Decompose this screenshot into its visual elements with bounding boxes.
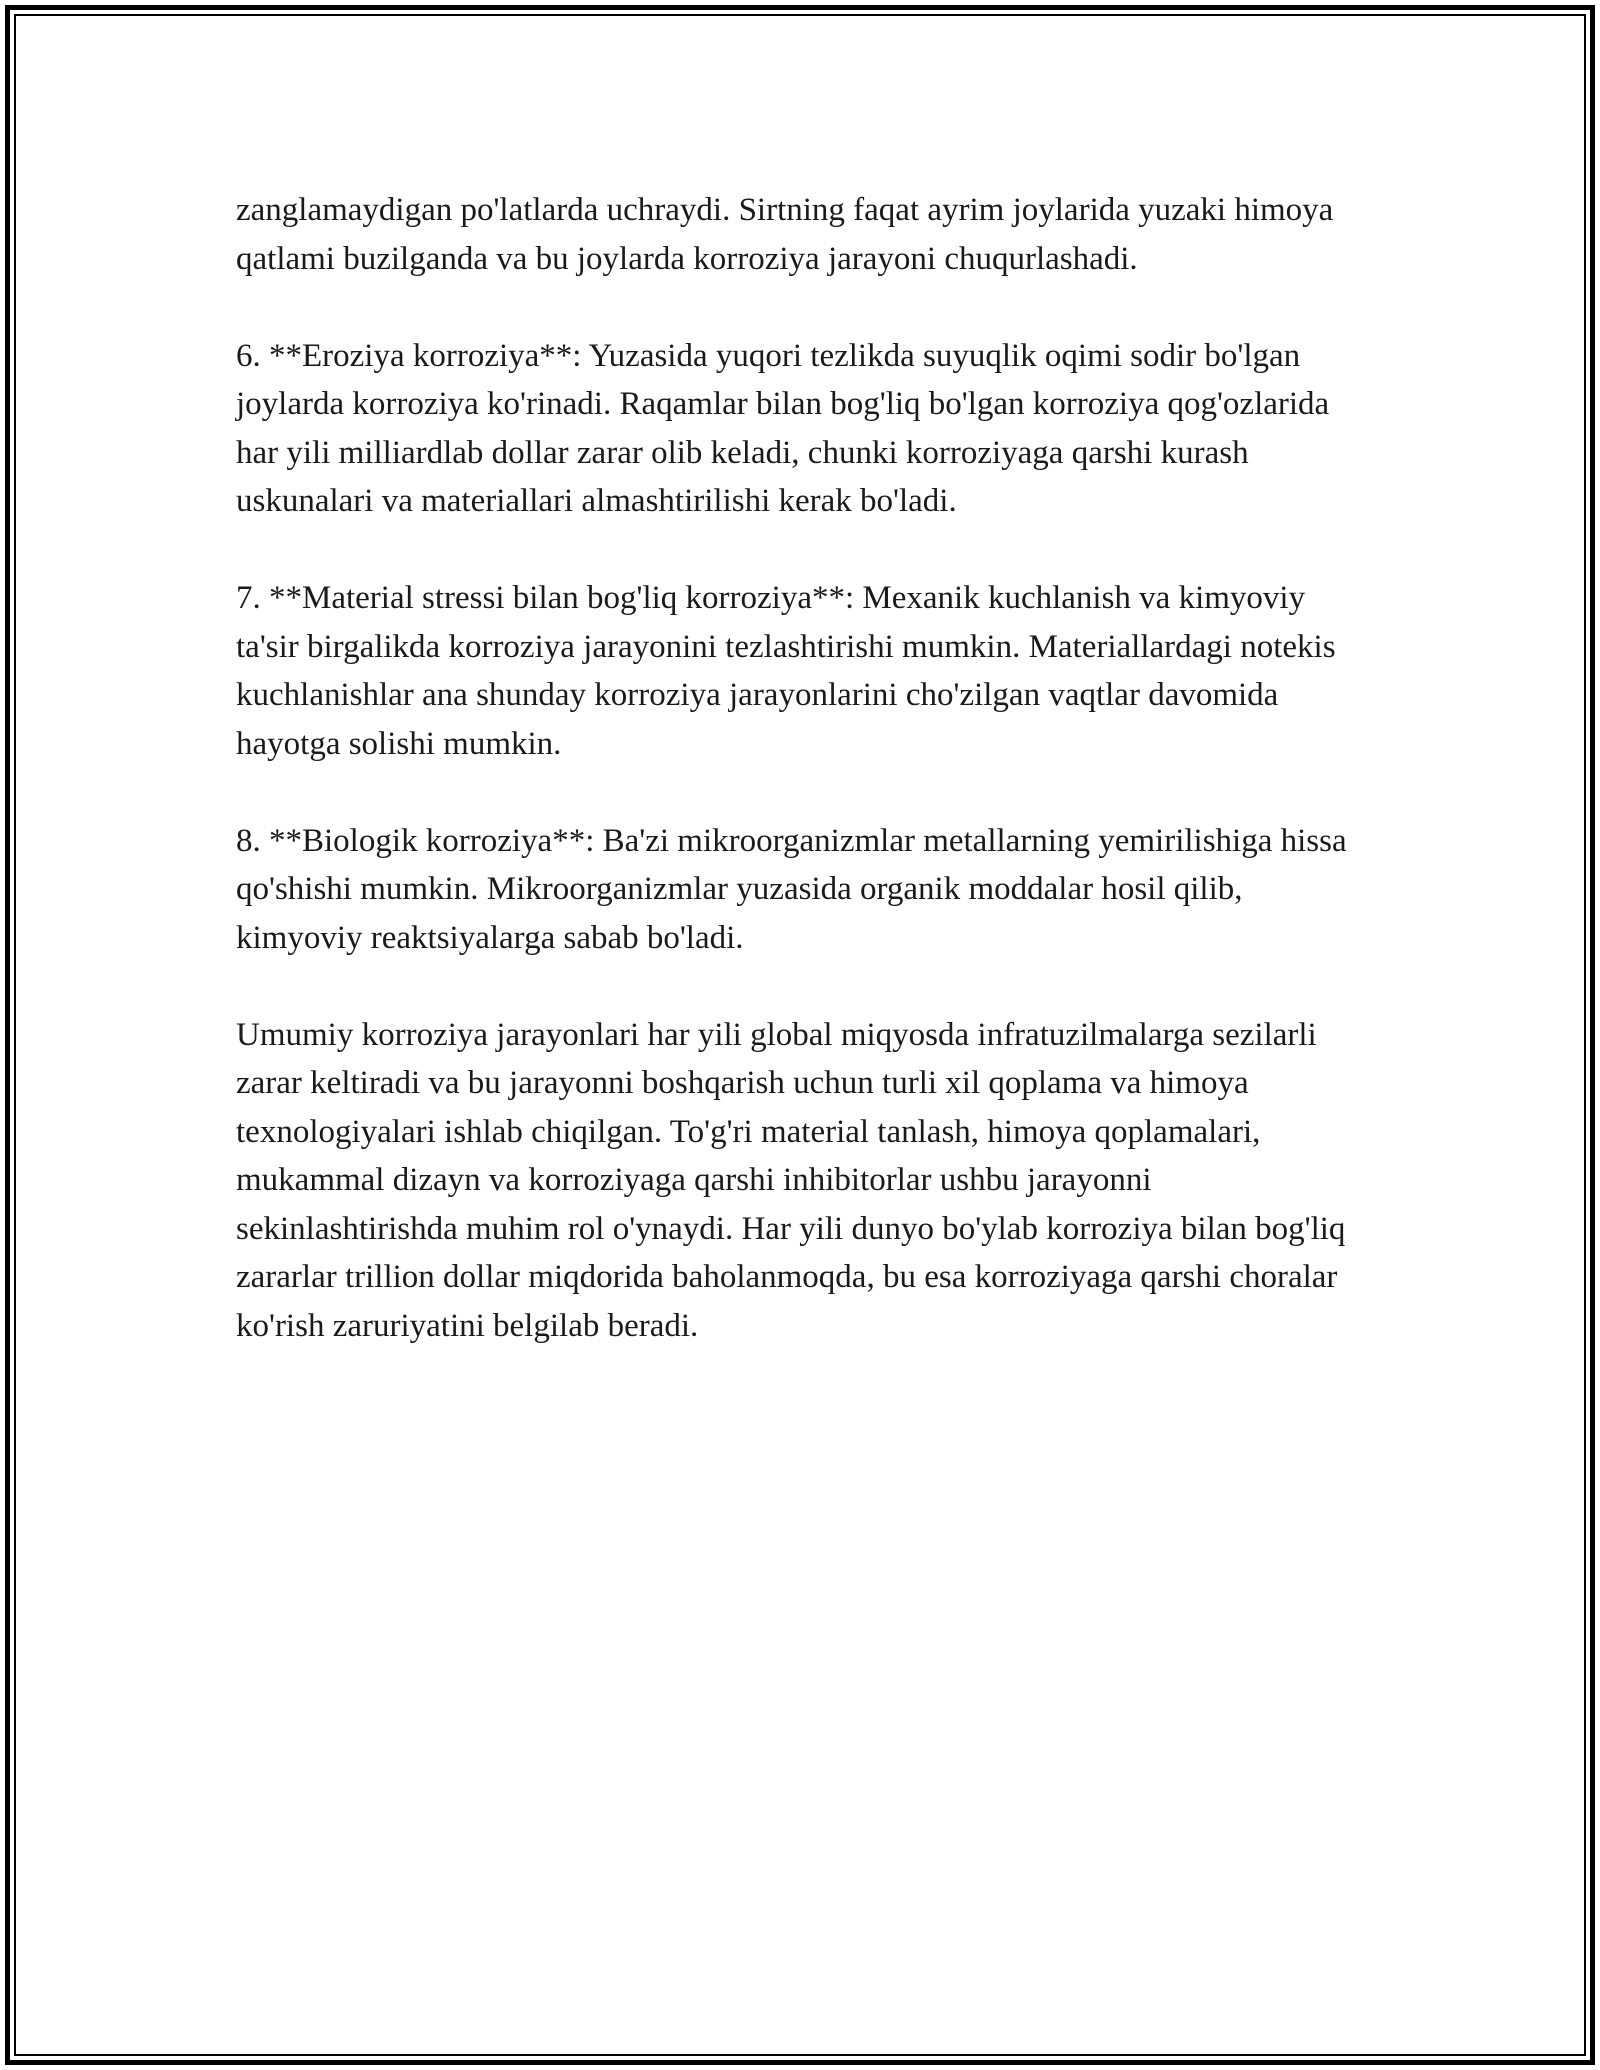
document-body: [236, 186, 1376, 1399]
paragraph-summary: Umumiy korroziya jarayonlari har yili global miqyosda infratuzilmalarga sezilarli zarar keltiradi va bu jarayonni boshqarish uchun turli xil qoplama va himoya texnologiyalari ishlab chiqilgan. To'g'ri material tanlash, himoya qoplamalari, mukammal dizayn va korroziyaga qarshi inhibitorlar ushbu jarayonni sekinlashtirishda muhim rol o'ynaydi. Har yili dunyo bo'ylab korroziya bilan bog'liq zararlar trillion dollar miqdorida baholanmoqda, bu esa korroziyaga qarshi choralar ko'rish zaruriyatini belgilab beradi.: [236, 1016, 1346, 1344]
paragraph-biological-corrosion: 8. **Biologik korroziya**: Ba'zi mikroorganizmlar metallarning yemirilishiga hissa qo'shishi mumkin. Mikroorganizmlar yuzasida organik moddalar hosil qilib, kimyoviy reaktsiyalarga sabab bo'ladi.: [236, 822, 1347, 956]
paragraph-stress-corrosion: 7. **Material stressi bilan bog'liq korroziya**: Mexanik kuchlanish va kimyoviy ta'sir birgalikda korroziya jarayonini tezlashtirishi mumkin. Materiallardagi notekis kuchlanishlar ana shunday korroziya jarayonlarini cho'zilgan vaqtlar davomida hayotga solishi mumkin.: [236, 580, 1336, 762]
paragraph-erosion-corrosion: 6. **Eroziya korroziya**: Yuzasida yuqori tezlikda suyuqlik oqimi sodir bo'lgan joylarda korroziya ko'rinadi. Raqamlar bilan bog'liq bo'lgan korroziya qog'ozlarida har yili milliardlab dollar zarar olib keladi, chunki korroziyaga qarshi kurash uskunalari va materiallari almashtirilishi kerak bo'ladi.: [236, 337, 1330, 519]
paragraph-pitting-continuation: zanglamaydigan po'latlarda uchraydi. Sirtning faqat ayrim joylarida yuzaki himoya qatlami buzilganda va bu joylarda korroziya jarayoni chuqurlashadi.: [236, 192, 1334, 277]
